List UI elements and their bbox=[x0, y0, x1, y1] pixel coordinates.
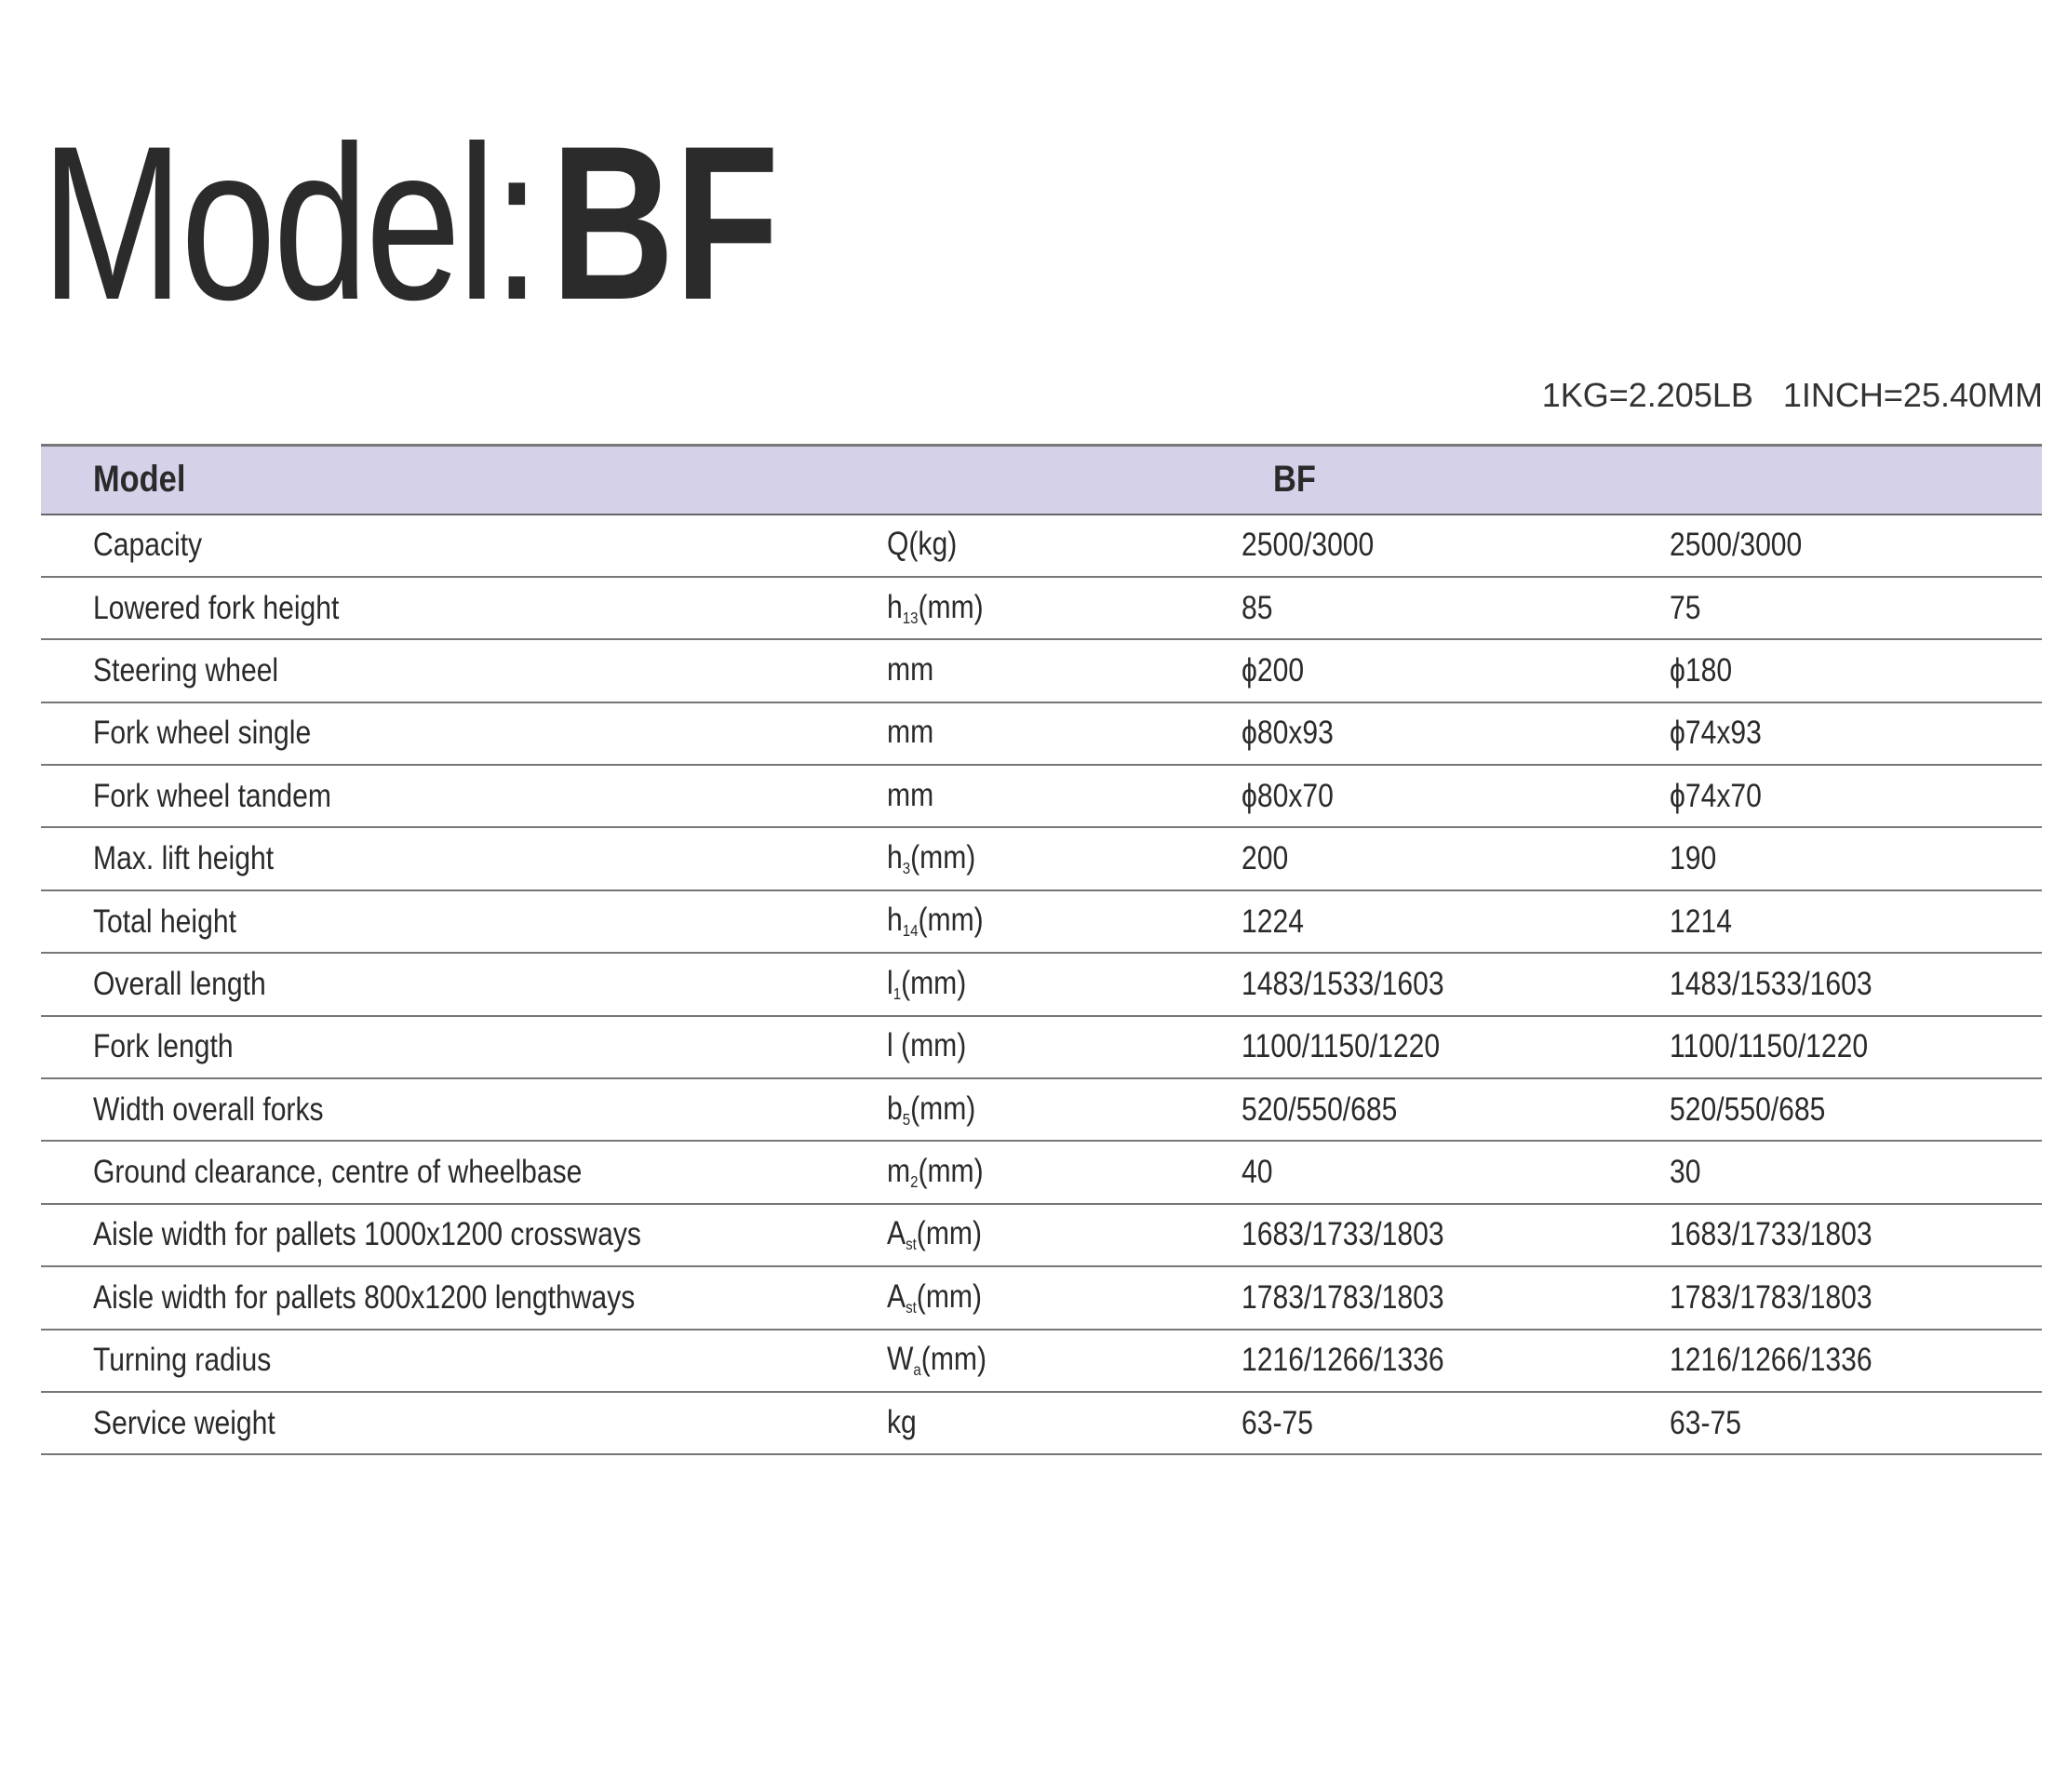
row-unit: l (mm) bbox=[887, 1016, 1242, 1078]
row-value-2: 1214 bbox=[1670, 890, 2042, 953]
table-row bbox=[41, 765, 2042, 827]
row-unit: $h_3(mm)$ bbox=[887, 827, 1242, 889]
table-row bbox=[41, 1204, 2042, 1266]
row-value-1: 1483/1533/1603 bbox=[1242, 953, 1670, 1015]
unit-conversion-note bbox=[1542, 376, 2043, 415]
row-label: Fork wheel single bbox=[41, 702, 887, 765]
row-value-2: ϕ180 bbox=[1670, 639, 2042, 702]
row-label: Max. lift height bbox=[41, 827, 887, 889]
row-unit: mm bbox=[887, 639, 1242, 702]
row-label: Service weight bbox=[41, 1392, 887, 1454]
row-value-1: 63-75 bbox=[1242, 1392, 1670, 1454]
row-value-2: 1783/1783/1803 bbox=[1670, 1266, 2042, 1329]
row-unit: $m_2(mm)$ bbox=[887, 1141, 1242, 1203]
table-row bbox=[41, 577, 2042, 639]
row-label: Lowered fork height bbox=[41, 577, 887, 639]
row-value-1: ϕ80x70 bbox=[1242, 765, 1670, 827]
row-unit: kg bbox=[887, 1392, 1242, 1454]
row-value-1: 1683/1733/1803 bbox=[1242, 1204, 1670, 1266]
table-row bbox=[41, 890, 2042, 953]
row-unit: $A_{st}(mm)$ bbox=[887, 1204, 1242, 1266]
table-row bbox=[41, 827, 2042, 889]
row-unit: $b_5(mm)$ bbox=[887, 1078, 1242, 1141]
title-model: BF bbox=[550, 100, 780, 346]
row-label: Fork length bbox=[41, 1016, 887, 1078]
page-title bbox=[41, 100, 780, 346]
row-value-1: 1216/1266/1336 bbox=[1242, 1330, 1670, 1392]
row-unit: $h_{14}(mm)$ bbox=[887, 890, 1242, 953]
row-unit: mm bbox=[887, 702, 1242, 765]
table-header-row bbox=[41, 446, 2042, 515]
table-body bbox=[41, 515, 2042, 1455]
row-label: Capacity bbox=[41, 515, 887, 577]
table-row bbox=[41, 515, 2042, 577]
length-conversion: 1INCH=25.40MM bbox=[1782, 376, 2043, 414]
table-row bbox=[41, 702, 2042, 765]
row-value-2: 1216/1266/1336 bbox=[1670, 1330, 2042, 1392]
row-value-1: 1783/1783/1803 bbox=[1242, 1266, 1670, 1329]
spec-table bbox=[41, 444, 2042, 1455]
row-label: Steering wheel bbox=[41, 639, 887, 702]
row-value-2: 1483/1533/1603 bbox=[1670, 953, 2042, 1015]
row-unit: $h_{13}(mm)$ bbox=[887, 577, 1242, 639]
row-value-2: 1683/1733/1803 bbox=[1670, 1204, 2042, 1266]
row-label: Turning radius bbox=[41, 1330, 887, 1392]
row-label: Total height bbox=[41, 890, 887, 953]
row-value-1: ϕ80x93 bbox=[1242, 702, 1670, 765]
row-value-1: 2500/3000 bbox=[1242, 515, 1670, 577]
row-value-2: 63-75 bbox=[1670, 1392, 2042, 1454]
row-value-1: 85 bbox=[1242, 577, 1670, 639]
row-value-2: 30 bbox=[1670, 1141, 2042, 1203]
table-row bbox=[41, 1266, 2042, 1329]
table-row bbox=[41, 1141, 2042, 1203]
row-value-2: 190 bbox=[1670, 827, 2042, 889]
row-value-1: ϕ200 bbox=[1242, 639, 1670, 702]
row-unit: $W_a(mm)$ bbox=[887, 1330, 1242, 1392]
row-label: Aisle width for pallets 1000x1200 crossways bbox=[41, 1204, 887, 1266]
row-label: Overall length bbox=[41, 953, 887, 1015]
weight-conversion: 1KG=2.205LB bbox=[1541, 376, 1753, 414]
row-label: Ground clearance, centre of wheelbase bbox=[41, 1141, 887, 1203]
row-value-2: 75 bbox=[1670, 577, 2042, 639]
row-label: Fork wheel tandem bbox=[41, 765, 887, 827]
row-value-2: ϕ74x93 bbox=[1670, 702, 2042, 765]
row-value-1: 200 bbox=[1242, 827, 1670, 889]
row-value-1: 1100/1150/1220 bbox=[1242, 1016, 1670, 1078]
table-row bbox=[41, 639, 2042, 702]
row-value-2: 520/550/685 bbox=[1670, 1078, 2042, 1141]
row-value-1: 520/550/685 bbox=[1242, 1078, 1670, 1141]
table-row bbox=[41, 1016, 2042, 1078]
table-row bbox=[41, 1330, 2042, 1392]
row-unit: $l_1(mm)$ bbox=[887, 953, 1242, 1015]
table-row bbox=[41, 953, 2042, 1015]
title-prefix: Model: bbox=[41, 100, 538, 346]
header-model-label: Model bbox=[41, 446, 887, 515]
row-value-2: 2500/3000 bbox=[1670, 515, 2042, 577]
row-label: Aisle width for pallets 800x1200 lengthways bbox=[41, 1266, 887, 1329]
table-row bbox=[41, 1392, 2042, 1454]
row-unit: mm bbox=[887, 765, 1242, 827]
table-row bbox=[41, 1078, 2042, 1141]
row-value-2: 1100/1150/1220 bbox=[1670, 1016, 2042, 1078]
row-value-1: 1224 bbox=[1242, 890, 1670, 953]
header-model-name: BF bbox=[887, 446, 2042, 515]
row-unit: Q(kg) bbox=[887, 515, 1242, 577]
row-label: Width overall forks bbox=[41, 1078, 887, 1141]
row-value-2: ϕ74x70 bbox=[1670, 765, 2042, 827]
row-value-1: 40 bbox=[1242, 1141, 1670, 1203]
row-unit: $A_{st}(mm)$ bbox=[887, 1266, 1242, 1329]
